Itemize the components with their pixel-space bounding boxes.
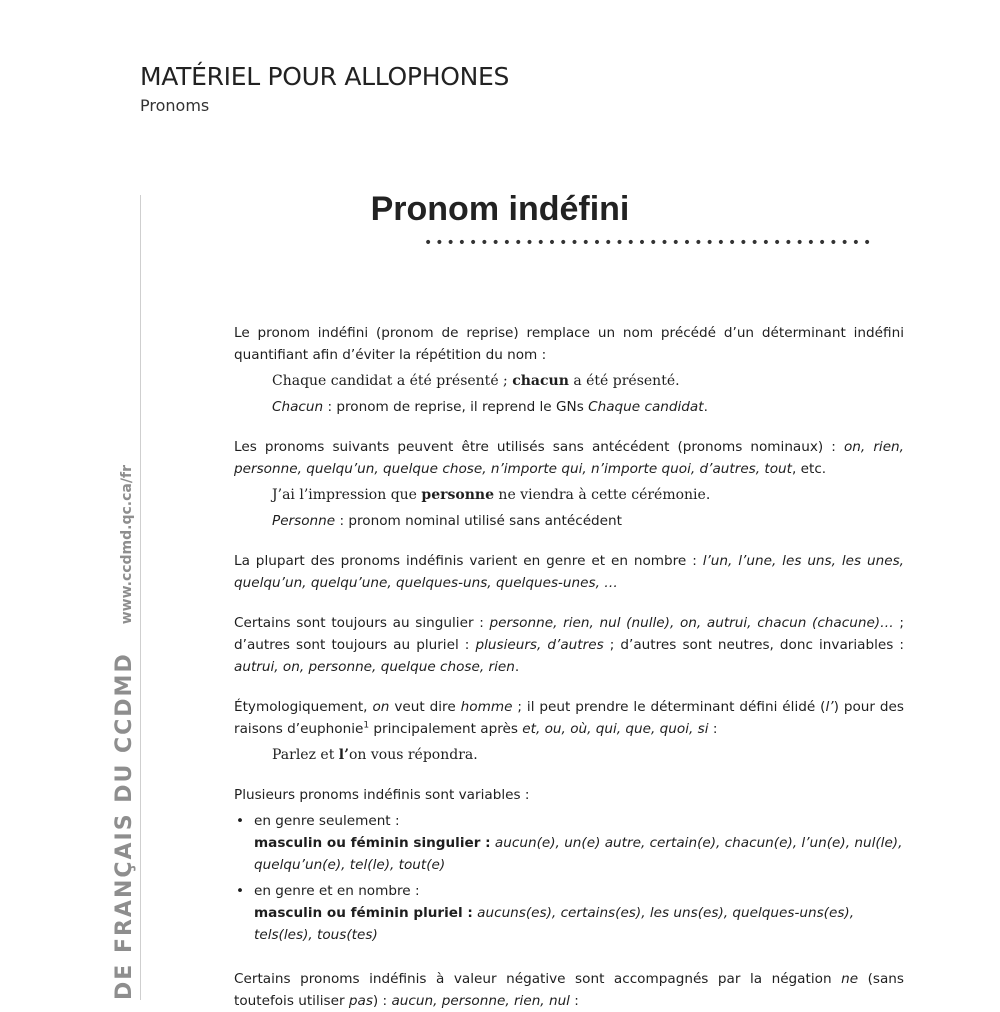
note-1: Chacun : pronom de reprise, il reprend le GNs Chaque candidat. <box>272 399 708 415</box>
side-rule <box>140 195 141 1000</box>
side-url[interactable]: www.ccdmd.qc.ca/fr <box>119 465 135 625</box>
example-1: Chaque candidat a été présenté ; chacun a été présenté. <box>272 373 680 389</box>
title-dotted-rule: •••••••••••••••••••••••••••••••••••••••• <box>424 235 875 251</box>
header-title: MATÉRIEL POUR ALLOPHONES <box>140 62 510 91</box>
list-item: • en genre seulement : masculin ou féminin singulier : aucun(e), un(e) autre, certain(e), chacun(e), l’un(e), nul(le), quelqu’un(e), tel(le), tout(e) <box>234 810 904 876</box>
list-item: • en genre et en nombre : masculin ou féminin pluriel : aucuns(es), certains(es), les uns(es), quelques-uns(es), tels(les), tous(tes) <box>234 880 904 946</box>
footnote-ref[interactable]: 1 <box>363 720 370 731</box>
variable-pronouns-list <box>234 810 904 946</box>
bullet-icon: • <box>236 813 245 829</box>
example-2: J’ai l’impression que personne ne viendra à cette cérémonie. <box>272 487 711 503</box>
note-2: Personne : pronom nominal utilisé sans antécédent <box>272 513 622 529</box>
paragraph-6-intro: Plusieurs pronoms indéfinis sont variables : <box>234 787 530 803</box>
side-vertical-text <box>112 465 137 1000</box>
paragraph-5: Étymologiquement, on veut dire homme ; il peut prendre le déterminant défini élidé (l’) pour des raisons d’euphonie$^1$ principalement après et, ou, où, qui, que, quoi, si : <box>234 699 905 737</box>
paragraph-4: Certains sont toujours au singulier : personne, rien, nul (nulle), on, autrui, chacun (chacune)… ; d’autres sont toujours au pluriel : plusieurs, d’autres ; d’autres sont neutres, donc invariables : autrui, on, personne, quelque chose, rien. <box>234 615 905 675</box>
example-5: Parlez et l’on vous répondra. <box>272 747 478 763</box>
paragraph-7: Certains pronoms indéfinis à valeur négative sont accompagnés par la négation ne (sans toutefois utiliser pas) : aucun, personne, rien, nul : <box>234 971 904 1009</box>
content <box>234 322 904 1012</box>
side-publisher: DE FRANÇAIS DU CCDMD <box>112 652 137 1000</box>
paragraph-3: La plupart des pronoms indéfinis varient en genre et en nombre : l’un, l’une, les uns, les unes, quelqu’un, quelqu’une, quelques-uns, quelques-unes, … <box>234 553 904 591</box>
bullet-icon: • <box>236 883 245 899</box>
paragraph-2: Les pronoms suivants peuvent être utilisés sans antécédent (pronoms nominaux) : on, rien, personne, quelqu’un, quelque chose, n’importe qui, n’importe quoi, d’autres, tout, etc. <box>234 439 904 477</box>
page-title: Pronom indéfini <box>370 190 630 228</box>
header-subtitle: Pronoms <box>140 96 210 115</box>
paragraph-1: Le pronom indéfini (pronom de reprise) remplace un nom précédé d’un déterminant indéfini quantifiant afin d’éviter la répétition du nom : <box>234 325 904 363</box>
